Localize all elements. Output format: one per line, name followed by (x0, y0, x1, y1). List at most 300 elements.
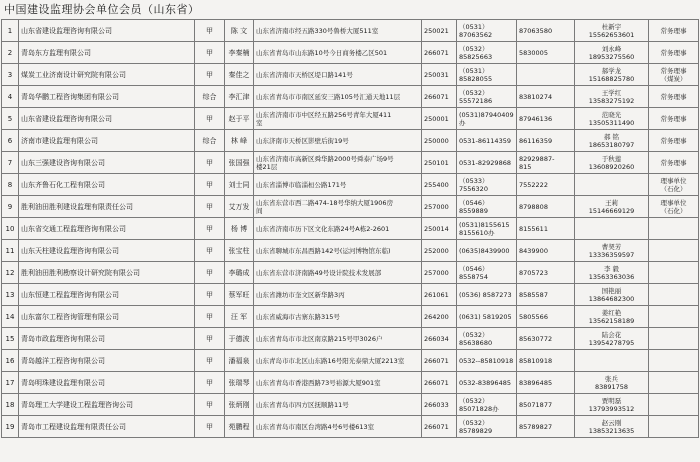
legal-representative-cell: 秦佳之 (225, 64, 254, 86)
address-cell (254, 306, 422, 328)
phone-number-cell (457, 152, 517, 174)
fax-number-cell (517, 196, 575, 218)
contact-person-cell (575, 372, 649, 394)
association-role-cell (649, 372, 699, 394)
fax-number-cell (517, 218, 575, 240)
legal-representative-cell: 刘士同 (225, 174, 254, 196)
association-role-line: 理事单位 (660, 176, 687, 185)
row-number-cell: 7 (2, 152, 19, 174)
association-role-cell (649, 130, 699, 152)
row-number-cell: 6 (2, 130, 19, 152)
table-row (2, 130, 699, 152)
association-role-cell (649, 284, 699, 306)
association-role-cell (649, 306, 699, 328)
fax-number-line: 8155611 (519, 224, 548, 233)
postal-code-cell: 252000 (422, 240, 457, 262)
phone-number-cell (457, 328, 517, 350)
phone-number-line: （0531）87063562 (459, 22, 493, 39)
association-role-line: 常务理事 (660, 158, 687, 167)
contact-person-line: 83891758 (594, 382, 629, 391)
association-role-cell (649, 262, 699, 284)
contact-person-cell (575, 218, 649, 240)
row-number-cell: 8 (2, 174, 19, 196)
address-cell (254, 174, 422, 196)
contact-person-cell (575, 306, 649, 328)
contact-person-line: 13608920260 (588, 162, 635, 171)
address-cell (254, 328, 422, 350)
contact-person-line: 国艳丽 (601, 286, 622, 295)
address-cell (254, 372, 422, 394)
phone-number-cell (457, 218, 517, 240)
legal-representative-cell: 张炳刚 (225, 394, 254, 416)
contact-person-cell (575, 108, 649, 130)
legal-representative-cell: 张国强 (225, 152, 254, 174)
fax-number-cell (517, 328, 575, 350)
legal-representative-cell: 李秦楠 (225, 42, 254, 64)
association-role-cell (649, 196, 699, 218)
contact-person-line: 姜红艳 (601, 308, 622, 317)
legal-representative-cell: 艾万发 (225, 196, 254, 218)
phone-number-line: （0532）85789829 (459, 418, 493, 435)
phone-number-line: 8155610办 (459, 228, 495, 237)
member-table-body (2, 20, 699, 438)
document-title: 中国建设监理协会单位会员（山东省） (4, 3, 200, 16)
address-line: 山东青岛市市北区山东路16号阳光泰鼎大厦2213室 (256, 356, 405, 365)
qualification-grade-cell: 甲 (195, 20, 225, 42)
address-cell (254, 86, 422, 108)
contact-person-line: 15168825780 (588, 74, 635, 83)
address-line: 山东省青岛市南区台湾路4号6号楼613室 (256, 422, 375, 431)
row-number-cell: 12 (2, 262, 19, 284)
table-row (2, 372, 699, 394)
association-role-cell (649, 108, 699, 130)
member-table (1, 19, 699, 438)
qualification-grade-cell: 综合 (195, 130, 225, 152)
phone-number-cell (457, 20, 517, 42)
row-number-cell: 17 (2, 372, 19, 394)
company-name-cell: 山东富尔工程咨询管理有限公司 (19, 306, 195, 328)
postal-code-cell: 257000 (422, 196, 457, 218)
association-role-cell (649, 218, 699, 240)
table-row (2, 20, 699, 42)
phone-number-cell (457, 372, 517, 394)
row-number-cell: 19 (2, 416, 19, 438)
contact-person-line: 刘永峰 (601, 44, 622, 53)
contact-person-line: 15146669129 (588, 206, 635, 215)
phone-number-cell (457, 262, 517, 284)
table-row (2, 86, 699, 108)
postal-code-cell: 266071 (422, 350, 457, 372)
phone-number-cell (457, 174, 517, 196)
fax-number-cell (517, 350, 575, 372)
association-role-cell (649, 86, 699, 108)
legal-representative-cell: 张瑞琴 (225, 372, 254, 394)
company-name-cell: 胜利油田胜利勘察设计研究院有限公司 (19, 262, 195, 284)
fax-number-line: 83810274 (519, 92, 553, 101)
address-line: 山东省青岛市香港西路73号裕源大厦901室 (256, 378, 381, 387)
postal-code-cell: 250000 (422, 130, 457, 152)
address-line: 山东省淄博市临淄桓公路171号 (256, 180, 347, 189)
contact-person-line: 13583275192 (588, 96, 635, 105)
association-role-cell (649, 328, 699, 350)
contact-person-cell (575, 350, 649, 372)
contact-person-cell (575, 262, 649, 284)
fax-number-line: 85810918 (519, 356, 553, 365)
contact-person-cell (575, 196, 649, 218)
phone-number-line: （0532）85071828办 (459, 396, 499, 413)
fax-number-line: 5805566 (519, 312, 548, 321)
qualification-grade-cell: 甲 (195, 42, 225, 64)
phone-number-line: (0531)8155615 (459, 220, 510, 229)
row-number-cell: 5 (2, 108, 19, 130)
company-name-cell: 青岛明珠建设监理有限公司 (19, 372, 195, 394)
contact-person-line: 13563363036 (588, 272, 635, 281)
phone-number-line: (0536) 8587273 (459, 290, 512, 299)
legal-representative-cell: 陈 文 (225, 20, 254, 42)
fax-number-line: 87946136 (519, 114, 553, 123)
association-role-line: （石化） (660, 184, 687, 193)
postal-code-cell: 266071 (422, 372, 457, 394)
contact-person-cell (575, 86, 649, 108)
qualification-grade-cell: 甲 (195, 152, 225, 174)
qualification-grade-cell: 甲 (195, 350, 225, 372)
association-role-line: 常务理事 (660, 26, 687, 35)
fax-number-cell (517, 174, 575, 196)
address-cell (254, 416, 422, 438)
legal-representative-cell: 汪 军 (225, 306, 254, 328)
company-name-cell: 山东省建设监理咨询有限公司 (19, 20, 195, 42)
contact-person-cell (575, 328, 649, 350)
phone-number-line: 0531-86114359 (459, 136, 511, 145)
fax-number-cell (517, 130, 575, 152)
association-role-cell (649, 350, 699, 372)
address-line: 山东省青岛市市北区南京路215号甲3026户 (256, 334, 383, 343)
address-line: 山东省东营市西二路474-18号华纳大厦1906房 (256, 198, 394, 207)
fax-number-line: 7552222 (519, 180, 548, 189)
address-line: 山东省济南市天桥区堤口路141号 (256, 70, 353, 79)
association-role-line: （煤炭） (660, 74, 687, 83)
qualification-grade-cell: 甲 (195, 196, 225, 218)
contact-person-line: 杜新宇 (601, 22, 622, 31)
association-role-line: 理事单位 (660, 198, 687, 207)
company-name-cell: 山东齐鲁石化工程有限公司 (19, 174, 195, 196)
legal-representative-cell: 于德波 (225, 328, 254, 350)
legal-representative-cell: 李汇津 (225, 86, 254, 108)
fax-number-line: 85630772 (519, 334, 553, 343)
association-role-line: 常务理事 (660, 114, 687, 123)
row-number-cell: 1 (2, 20, 19, 42)
address-cell (254, 152, 422, 174)
phone-number-line: 0531-82929868 (459, 158, 511, 167)
company-name-cell: 山东三强建设咨询有限公司 (19, 152, 195, 174)
phone-number-line: 0532--85810918 (459, 356, 514, 365)
company-name-cell: 济南市建设监理有限公司 (19, 130, 195, 152)
fax-number-cell (517, 152, 575, 174)
table-row (2, 152, 699, 174)
row-number-cell: 18 (2, 394, 19, 416)
legal-representative-cell: 苑鹏程 (225, 416, 254, 438)
table-row (2, 394, 699, 416)
fax-number-cell (517, 284, 575, 306)
row-number-cell: 3 (2, 64, 19, 86)
table-row (2, 240, 699, 262)
contact-person-line: 贾明磊 (601, 396, 622, 405)
qualification-grade-cell: 甲 (195, 372, 225, 394)
fax-number-line: 85071877 (519, 400, 553, 409)
row-number-cell: 4 (2, 86, 19, 108)
address-line: 山东省济南市高新区舜华路2000号舜泰广场9号 (256, 154, 394, 163)
table-row (2, 108, 699, 130)
association-role-cell (649, 174, 699, 196)
company-name-cell: 胜利油田胜利建设监理有限责任公司 (19, 196, 195, 218)
phone-number-cell (457, 64, 517, 86)
phone-number-line: （0532）85825663 (459, 44, 493, 61)
contact-person-cell (575, 394, 649, 416)
address-line: 山东省青岛市市南区延安三路105号汇通天地11层 (256, 92, 401, 101)
fax-number-cell (517, 262, 575, 284)
phone-number-cell (457, 196, 517, 218)
address-cell (254, 240, 422, 262)
contact-person-cell (575, 130, 649, 152)
fax-number-line: 82929887- (519, 154, 555, 163)
table-row (2, 262, 699, 284)
fax-number-line: 8439900 (519, 246, 548, 255)
row-number-cell: 16 (2, 350, 19, 372)
postal-code-cell: 257000 (422, 262, 457, 284)
contact-person-line: 陆会花 (601, 330, 622, 339)
fax-number-cell (517, 42, 575, 64)
table-row (2, 218, 699, 240)
table-row (2, 284, 699, 306)
contact-person-line: 郝 铭 (603, 132, 620, 141)
fax-number-cell (517, 416, 575, 438)
legal-representative-cell: 李璐成 (225, 262, 254, 284)
legal-representative-cell: 张宝柱 (225, 240, 254, 262)
fax-number-cell (517, 372, 575, 394)
qualification-grade-cell: 甲 (195, 262, 225, 284)
fax-number-line: 85789827 (519, 422, 553, 431)
company-name-cell: 山东省建设监理咨询有限公司 (19, 108, 195, 130)
postal-code-cell: 266071 (422, 86, 457, 108)
association-role-line: 常务理事 (660, 136, 687, 145)
address-cell (254, 130, 422, 152)
address-line: 山东省东营市济南路49号设计院技术发展部 (256, 268, 382, 277)
row-number-cell: 10 (2, 218, 19, 240)
company-name-cell: 山东恒建工程监理咨询有限公司 (19, 284, 195, 306)
phone-number-cell (457, 240, 517, 262)
contact-person-line: 13853213635 (588, 426, 635, 435)
contact-person-cell (575, 240, 649, 262)
contact-person-line: 18653180797 (588, 140, 635, 149)
contact-person-line: 13793993512 (588, 404, 635, 413)
contact-person-cell (575, 152, 649, 174)
phone-number-cell (457, 108, 517, 130)
contact-person-line: 赵云刚 (601, 418, 622, 427)
fax-number-line: 8705723 (519, 268, 548, 277)
postal-code-cell: 261061 (422, 284, 457, 306)
contact-person-line: 曹契芳 (601, 242, 622, 251)
postal-code-cell: 250021 (422, 20, 457, 42)
address-cell (254, 218, 422, 240)
company-name-cell: 青岛越洋工程咨询有限公司 (19, 350, 195, 372)
phone-number-line: 0532-83896485 (459, 378, 511, 387)
table-row (2, 196, 699, 218)
fax-number-cell (517, 86, 575, 108)
phone-number-line: （0532）85638680 (459, 330, 493, 347)
table-row (2, 64, 699, 86)
company-name-cell: 青岛东方监理有限公司 (19, 42, 195, 64)
row-number-cell: 15 (2, 328, 19, 350)
postal-code-cell: 266071 (422, 42, 457, 64)
qualification-grade-cell: 甲 (195, 64, 225, 86)
fax-number-line: 8585587 (519, 290, 548, 299)
row-number-cell: 9 (2, 196, 19, 218)
phone-number-cell (457, 350, 517, 372)
legal-representative-cell: 蔡军旺 (225, 284, 254, 306)
contact-person-line: 李 毅 (603, 264, 620, 273)
table-row (2, 306, 699, 328)
address-line: 山东省青岛市山东路10号今日商务楼乙区501 (256, 48, 388, 57)
address-line: 山东省青岛市四方区抚顺路11号 (256, 400, 349, 409)
contact-person-line: 王莉 (605, 198, 618, 207)
phone-number-line: (0531)87940409办 (459, 110, 514, 127)
company-name-cell: 青岛市政监理咨询有限公司 (19, 328, 195, 350)
address-cell (254, 64, 422, 86)
phone-number-line: （0532）55572186 (459, 88, 493, 105)
association-role-cell (649, 152, 699, 174)
legal-representative-cell: 林 峰 (225, 130, 254, 152)
qualification-grade-cell: 甲 (195, 328, 225, 350)
contact-person-cell (575, 42, 649, 64)
association-role-cell (649, 394, 699, 416)
address-line: 间 (256, 206, 263, 215)
address-cell (254, 108, 422, 130)
contact-person-line: 13864682300 (588, 294, 635, 303)
address-line: 楼21层 (256, 162, 278, 171)
phone-number-cell (457, 306, 517, 328)
fax-number-cell (517, 306, 575, 328)
address-cell (254, 394, 422, 416)
address-cell (254, 262, 422, 284)
fax-number-line: 86116359 (519, 136, 553, 145)
legal-representative-cell: 杨 博 (225, 218, 254, 240)
address-cell (254, 196, 422, 218)
address-cell (254, 20, 422, 42)
contact-person-line: 张兵 (605, 374, 618, 383)
association-role-cell (649, 64, 699, 86)
phone-number-cell (457, 130, 517, 152)
qualification-grade-cell: 甲 (195, 284, 225, 306)
fax-number-cell (517, 20, 575, 42)
company-name-cell: 山东天柱建设监理咨询有限公司 (19, 240, 195, 262)
phone-number-line: (0631) 5819205 (459, 312, 512, 321)
association-role-line: （石化） (660, 206, 687, 215)
legal-representative-cell: 潘福泉 (225, 350, 254, 372)
postal-code-cell: 250001 (422, 108, 457, 130)
postal-code-cell: 266033 (422, 394, 457, 416)
postal-code-cell: 250031 (422, 64, 457, 86)
legal-representative-cell: 赵于平 (225, 108, 254, 130)
address-line: 山东省济南市历下区文化东路24号A栋2-2601 (256, 224, 390, 233)
address-line: 山东省威海市古寨东路315号 (256, 312, 340, 321)
phone-number-cell (457, 86, 517, 108)
qualification-grade-cell: 甲 (195, 416, 225, 438)
row-number-cell: 11 (2, 240, 19, 262)
contact-person-cell (575, 64, 649, 86)
contact-person-line: 15562653601 (588, 30, 635, 39)
contact-person-line: 王学红 (601, 88, 622, 97)
contact-person-cell (575, 174, 649, 196)
postal-code-cell: 250101 (422, 152, 457, 174)
table-row (2, 328, 699, 350)
row-number-cell: 14 (2, 306, 19, 328)
table-row (2, 416, 699, 438)
address-line: 室 (256, 118, 263, 127)
company-name-cell: 煤炭工业济南设计研究院有限公司 (19, 64, 195, 86)
contact-person-line: 18953275560 (588, 52, 635, 61)
postal-code-cell: 255400 (422, 174, 457, 196)
phone-number-cell (457, 284, 517, 306)
table-row (2, 174, 699, 196)
phone-number-line: （0546）8558754 (459, 264, 489, 281)
address-line: 山东省济南市市中区经五路256号青年大厦411 (256, 110, 392, 119)
fax-number-line: 83896485 (519, 378, 553, 387)
phone-number-cell (457, 416, 517, 438)
address-cell (254, 350, 422, 372)
company-name-cell: 山东省交通工程监理咨询有限公司 (19, 218, 195, 240)
association-role-cell (649, 42, 699, 64)
phone-number-line: （0531）85828055 (459, 66, 493, 83)
association-role-line: 常务理事 (660, 66, 687, 75)
contact-person-line: 于秋莲 (601, 154, 622, 163)
address-cell (254, 284, 422, 306)
association-role-line: 常务理事 (660, 48, 687, 57)
postal-code-cell: 266071 (422, 416, 457, 438)
qualification-grade-cell: 甲 (195, 218, 225, 240)
table-row (2, 350, 699, 372)
table-row (2, 42, 699, 64)
row-number-cell: 2 (2, 42, 19, 64)
address-cell (254, 42, 422, 64)
fax-number-cell (517, 240, 575, 262)
qualification-grade-cell: 甲 (195, 306, 225, 328)
address-line: 山东省济南市经五路330号鲁桥大厦511室 (256, 26, 379, 35)
postal-code-cell: 250014 (422, 218, 457, 240)
postal-code-cell: 264200 (422, 306, 457, 328)
qualification-grade-cell: 甲 (195, 394, 225, 416)
association-role-cell (649, 20, 699, 42)
phone-number-cell (457, 394, 517, 416)
phone-number-line: (0635)8439900 (459, 246, 510, 255)
fax-number-cell (517, 108, 575, 130)
fax-number-cell (517, 64, 575, 86)
fax-number-line: 5830005 (519, 48, 548, 57)
company-name-cell: 青岛理工大学建设工程监理咨询公司 (19, 394, 195, 416)
association-role-line: 常务理事 (660, 92, 687, 101)
contact-person-line: 范晓光 (601, 110, 622, 119)
contact-person-cell (575, 416, 649, 438)
fax-number-line: 8798808 (519, 202, 548, 211)
contact-person-line: 郝学龙 (601, 66, 622, 75)
qualification-grade-cell: 甲 (195, 174, 225, 196)
fax-number-cell (517, 394, 575, 416)
contact-person-line: 13954278795 (588, 338, 635, 347)
phone-number-line: （0546）8559889 (459, 198, 489, 215)
address-line: 山东济南市天桥区影壁后街19号 (256, 136, 349, 145)
company-name-cell: 青岛华鹏工程咨询集团有限公司 (19, 86, 195, 108)
phone-number-line: （0533）7556320 (459, 176, 489, 193)
association-role-cell (649, 416, 699, 438)
